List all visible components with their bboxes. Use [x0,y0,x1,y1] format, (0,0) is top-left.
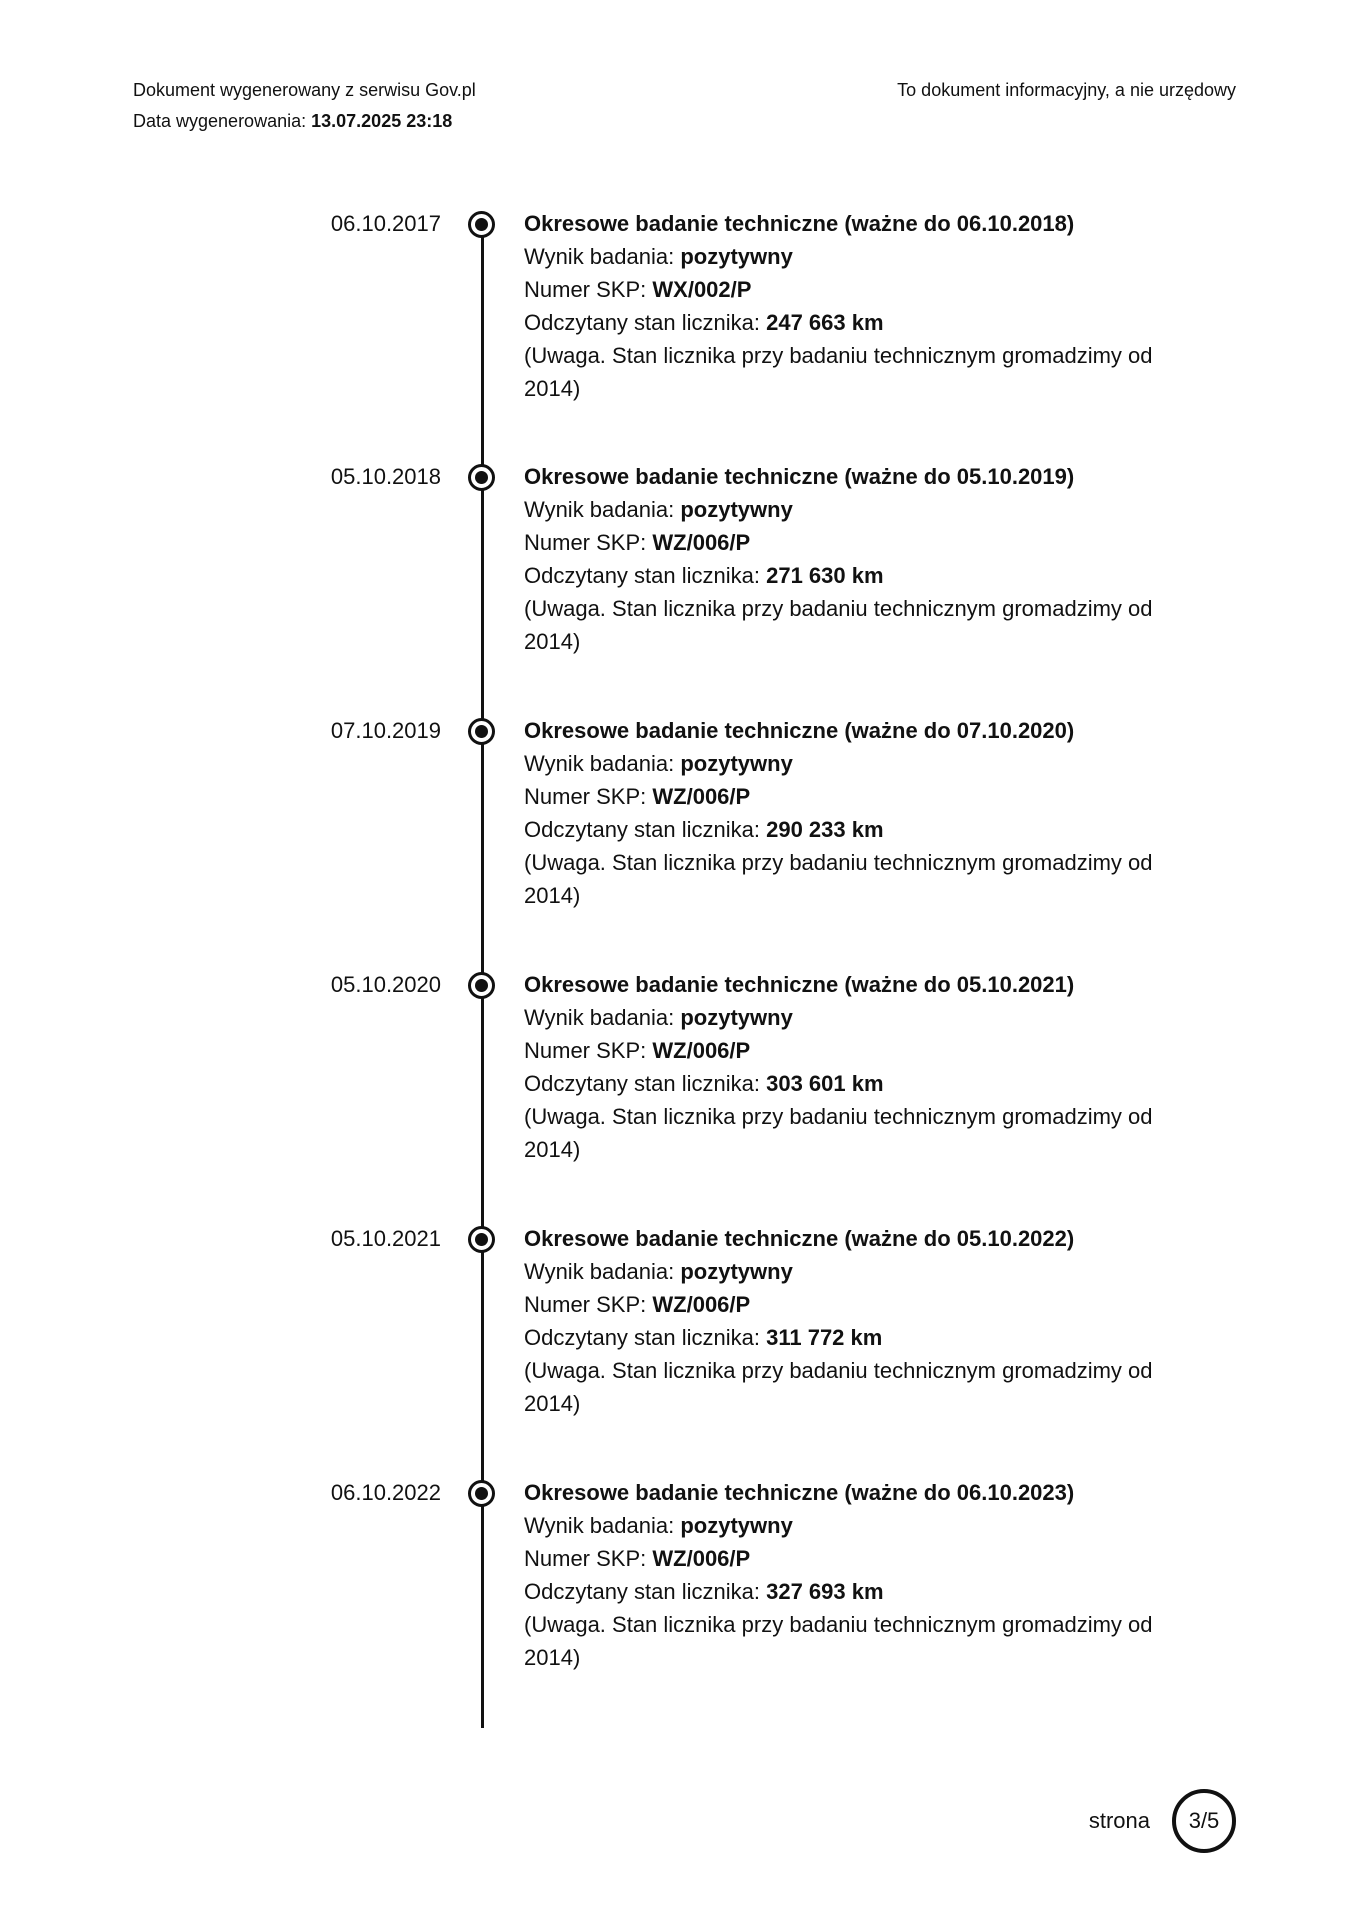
timeline-entry [0,1476,1360,1716]
page-number-badge: 3/5 [1172,1789,1236,1853]
entry-odometer [524,1575,1184,1608]
entry-title: Okresowe badanie techniczne (ważne do 05.10.2022) [524,1226,1075,1251]
entry-odometer [524,1321,1184,1354]
odometer-label: Odczytany stan licznika: [524,1071,760,1096]
skp-label: Numer SKP: [524,1546,647,1571]
entry-note: (Uwaga. Stan licznika przy badaniu technicznym gromadzimy od 2014) [524,1612,1153,1670]
entry-note: (Uwaga. Stan licznika przy badaniu technicznym gromadzimy od 2014) [524,850,1153,908]
result-value: pozytywny [680,1005,793,1030]
page-footer [1089,1790,1236,1852]
entry-content [524,968,1184,1166]
entry-title: Okresowe badanie techniczne (ważne do 06.10.2018) [524,211,1075,236]
page-label: strona [1088,1808,1150,1833]
skp-value: WZ/006/P [652,1546,751,1571]
document-header-left [133,79,476,141]
generated-date-value: 13.07.2025 23:18 [311,111,453,131]
timeline-marker-icon [468,1226,495,1253]
odometer-label: Odczytany stan licznika: [524,817,760,842]
timeline-marker-icon [468,1480,495,1507]
result-value: pozytywny [680,751,793,776]
entry-title: Okresowe badanie techniczne (ważne do 05.10.2021) [524,972,1075,997]
timeline-marker-icon [468,718,495,745]
timeline-entry [0,714,1360,954]
entry-result [524,1509,1184,1542]
entry-skp [524,780,1184,813]
entry-odometer [524,306,1184,339]
skp-value: WX/002/P [652,277,752,302]
skp-label: Numer SKP: [524,1038,647,1063]
skp-label: Numer SKP: [524,277,647,302]
result-value: pozytywny [680,1513,793,1538]
entry-note: (Uwaga. Stan licznika przy badaniu technicznym gromadzimy od 2014) [524,1104,1153,1162]
result-label: Wynik badania: [524,1513,675,1538]
entry-skp [524,526,1184,559]
entry-content [524,460,1184,658]
result-value: pozytywny [680,1259,793,1284]
odometer-label: Odczytany stan licznika: [524,310,760,335]
entry-odometer [524,813,1184,846]
entry-result [524,240,1184,273]
entry-date: 05.10.2020 [330,972,441,997]
entry-skp [524,273,1184,306]
timeline-entry [0,207,1360,447]
timeline-entry [0,460,1360,700]
result-label: Wynik badania: [524,1005,675,1030]
entry-skp [524,1288,1184,1321]
result-label: Wynik badania: [524,751,675,776]
odometer-value: 303 601 km [766,1071,884,1096]
entry-content [524,714,1184,912]
entry-content [524,1476,1184,1674]
entry-title: Okresowe badanie techniczne (ważne do 05.10.2019) [524,464,1075,489]
odometer-value: 290 233 km [766,817,884,842]
result-value: pozytywny [680,244,793,269]
entry-note: (Uwaga. Stan licznika przy badaniu technicznym gromadzimy od 2014) [524,596,1153,654]
timeline-entry [0,968,1360,1208]
generated-date [133,110,476,132]
skp-label: Numer SKP: [524,530,647,555]
entry-date: 06.10.2022 [330,1480,441,1505]
generated-date-label: Data wygenerowania: [133,111,307,131]
result-label: Wynik badania: [524,244,675,269]
result-label: Wynik badania: [524,497,675,522]
entry-skp [524,1034,1184,1067]
entry-title: Okresowe badanie techniczne (ważne do 06.10.2023) [524,1480,1075,1505]
odometer-value: 271 630 km [766,563,884,588]
odometer-value: 311 772 km [766,1325,883,1350]
skp-label: Numer SKP: [524,1292,647,1317]
odometer-value: 327 693 km [766,1579,884,1604]
disclaimer-text: To dokument informacyjny, a nie urzędowy [897,80,1236,100]
entry-skp [524,1542,1184,1575]
odometer-label: Odczytany stan licznika: [524,1325,760,1350]
entry-title: Okresowe badanie techniczne (ważne do 07.10.2020) [524,718,1075,743]
odometer-label: Odczytany stan licznika: [524,563,760,588]
timeline-marker-icon [468,972,495,999]
entry-date: 05.10.2018 [330,464,441,489]
entry-date: 07.10.2019 [330,718,441,743]
entry-result [524,1001,1184,1034]
skp-value: WZ/006/P [652,530,751,555]
timeline-entry [0,1222,1360,1462]
skp-value: WZ/006/P [652,1292,751,1317]
entry-result [524,747,1184,780]
timeline-marker-icon [468,464,495,491]
skp-value: WZ/006/P [652,1038,751,1063]
odometer-value: 247 663 km [766,310,884,335]
entry-date: 06.10.2017 [330,211,441,236]
entry-note: (Uwaga. Stan licznika przy badaniu technicznym gromadzimy od 2014) [524,1358,1153,1416]
skp-value: WZ/006/P [652,784,751,809]
entry-content [524,1222,1184,1420]
skp-label: Numer SKP: [524,784,647,809]
odometer-label: Odczytany stan licznika: [524,1579,760,1604]
entry-note: (Uwaga. Stan licznika przy badaniu technicznym gromadzimy od 2014) [524,343,1153,401]
entry-odometer [524,1067,1184,1100]
timeline-marker-icon [468,211,495,238]
result-label: Wynik badania: [524,1259,675,1284]
entry-result [524,1255,1184,1288]
entry-result [524,493,1184,526]
result-value: pozytywny [680,497,793,522]
entry-odometer [524,559,1184,592]
entry-date: 05.10.2021 [330,1226,441,1251]
entry-content [524,207,1184,405]
source-text: Dokument wygenerowany z serwisu Gov.pl [133,80,476,100]
